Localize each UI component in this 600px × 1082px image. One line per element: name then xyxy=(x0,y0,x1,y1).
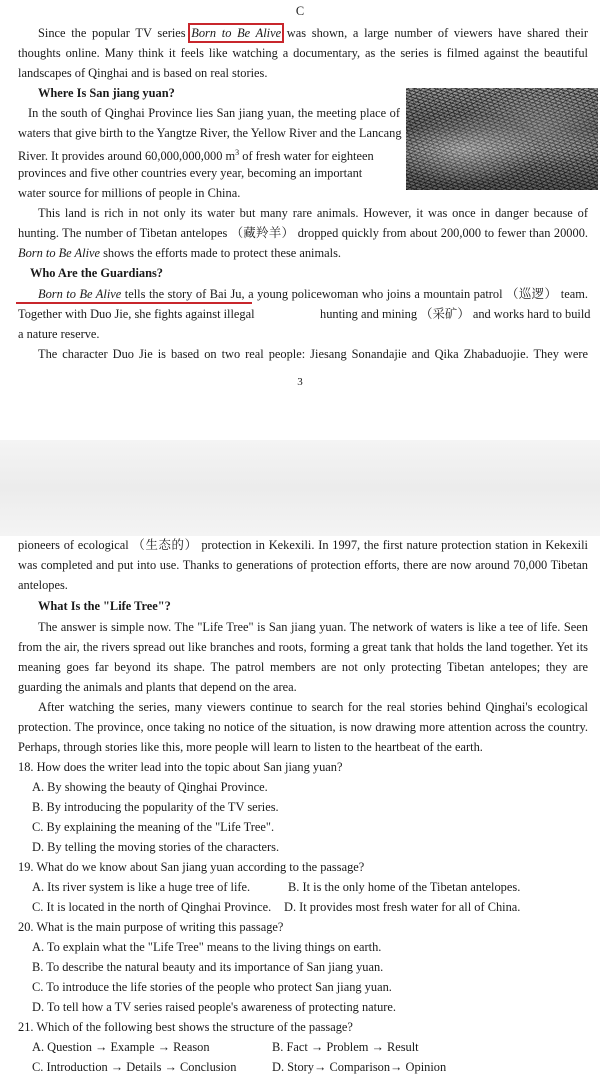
question-21-option-b: B. Fact → Problem → Result xyxy=(272,1040,419,1054)
heading-who-are-the-guardians: Who Are the Guardians? xyxy=(30,266,163,280)
paragraph-6-line-1: The answer is simple now. The "Life Tree" is San jiang yuan. The network of waters is like a tee of life. Seen xyxy=(38,620,588,634)
paragraph-1-line-2: thoughts online. Many think it feels like watching a documentary, as the series is filmed against the beautiful xyxy=(18,46,588,60)
question-18-option-a: A. By showing the beauty of Qinghai Province. xyxy=(32,780,268,794)
paragraph-2-line-5: water source for millions of people in China. xyxy=(18,186,241,200)
paragraph-5-cont-line-3: antelopes. xyxy=(18,578,68,592)
page-number: 3 xyxy=(297,376,303,388)
question-18-stem: 18. How does the writer lead into the topic about San jiang yuan? xyxy=(18,760,343,774)
title-highlight-box: Born to Be Alive xyxy=(191,26,282,40)
red-underline-annotation xyxy=(16,302,252,304)
section-letter: C xyxy=(295,4,305,18)
question-21-stem: 21. Which of the following best shows the structure of the passage? xyxy=(18,1020,353,1034)
paragraph-2-line-1: In the south of Qinghai Province lies San jiang yuan, the meeting place of xyxy=(28,106,400,120)
paragraph-5-cont-line-2: was completed and put into use. Thanks to generations of protection efforts, there are now around 70,000 Tibetan xyxy=(18,558,588,572)
question-18-option-d: D. By telling the moving stories of the characters. xyxy=(32,840,280,854)
paragraph-7-line-2: protection. The province, once taking no notice of the situation, is now drawing more attention across the country. xyxy=(18,720,588,734)
paragraph-4-line-2-b: hunting and mining （采矿） and works hard to build xyxy=(320,307,591,321)
question-18-option-b: B. By introducing the popularity of the TV series. xyxy=(32,800,279,814)
question-18-option-c: C. By explaining the meaning of the "Life Tree". xyxy=(32,820,275,834)
question-19-stem: 19. What do we know about San jiang yuan according to the passage? xyxy=(18,860,365,874)
paragraph-6-line-2: from the air, the rivers spread out like branches and roots, forming a great tank that holds the land together. Yet its xyxy=(18,640,588,654)
question-20-option-a: A. To explain what the "Life Tree" means to the living things on earth. xyxy=(32,940,382,954)
question-20-option-b: B. To describe the natural beauty and its importance of San jiang yuan. xyxy=(32,960,384,974)
exam-page-1 xyxy=(0,0,600,440)
paragraph-3-line-3: Born to Be Alive shows the efforts made to protect these animals. xyxy=(18,246,341,260)
paragraph-7-line-1: After watching the series, many viewers continue to search for the real stories behind Qinghai's ecological xyxy=(38,700,588,714)
question-21-option-d: D. Story→ Comparison→ Opinion xyxy=(272,1060,447,1074)
heading-life-tree: What Is the "Life Tree"? xyxy=(38,599,171,613)
question-20-option-c: C. To introduce the life stories of the people who protect San jiang yuan. xyxy=(32,980,392,994)
question-19-option-a: A. Its river system is like a huge tree of life. xyxy=(32,880,251,894)
question-21-option-c: C. Introduction → Details → Conclusion xyxy=(32,1060,237,1074)
paragraph-4-line-3: a nature reserve. xyxy=(18,327,100,341)
paragraph-3-line-1: This land is rich in not only its water but many rare animals. However, it was once in danger because of xyxy=(38,206,588,220)
paragraph-4-line-2-a: Together with Duo Jie, she fights against illegal xyxy=(18,307,255,321)
question-19-option-b: B. It is the only home of the Tibetan antelopes. xyxy=(288,880,521,894)
paragraph-3-line-2: hunting. The number of Tibetan antelopes （藏羚羊） dropped quickly from about 200,000 to fewer than 20000. xyxy=(18,226,588,240)
paragraph-2-line-4: provinces and five other countries every year, becoming an important xyxy=(18,166,363,180)
question-20-stem: 20. What is the main purpose of writing this passage? xyxy=(18,920,284,934)
question-19-option-d: D. It provides most fresh water for all of China. xyxy=(284,900,521,914)
paragraph-6-line-3: meaning goes far beyond its shape. The patrol members are not only protecting Tibetan antelopes; they are xyxy=(18,660,588,674)
paragraph-4-line-1: Born to Be Alive tells the story of Bai Ju, a young policewoman who joins a mountain patrol （巡逻） team. xyxy=(38,287,588,301)
paragraph-6-line-4: guarding the animals and plants that depend on the area. xyxy=(18,680,297,694)
question-20-option-d: D. To tell how a TV series raised people's awareness of protecting nature. xyxy=(32,1000,397,1014)
exam-page-2 xyxy=(0,536,600,1082)
question-19-option-c: C. It is located in the north of Qinghai Province. xyxy=(32,900,272,914)
paragraph-5-line-1: The character Duo Jie is based on two real people: Jiesang Sonandajie and Qika Zhabaduojie. They were xyxy=(38,347,588,361)
paragraph-2-line-3: River. It provides around 60,000,000,000 $m^3$ of fresh water for eighteen xyxy=(18,148,374,164)
paragraph-5-cont-line-1: pioneers of ecological （生态的） protection in Kekexili. In 1997, the first nature protection station in Kekexili xyxy=(18,538,588,552)
heading-where-is-san-jiang-yuan: Where Is San jiang yuan? xyxy=(38,86,175,100)
paragraph-1-line-1: Since the popular TV series Born to Be Alive was shown, a large number of viewers have shared their xyxy=(38,26,588,40)
paragraph-7-line-3: Perhaps, through stories like this, more people will learn to listen to the heartbeat of the earth. xyxy=(18,740,483,754)
question-21-option-a: A. Question → Example → Reason xyxy=(32,1040,210,1054)
paragraph-1-line-3: landscapes of Qinghai and is based on real stories. xyxy=(18,66,268,80)
page-gap xyxy=(0,440,600,536)
paragraph-2-line-2: waters that give birth to the Yangtze River, the Yellow River and the Lancang xyxy=(18,126,402,140)
